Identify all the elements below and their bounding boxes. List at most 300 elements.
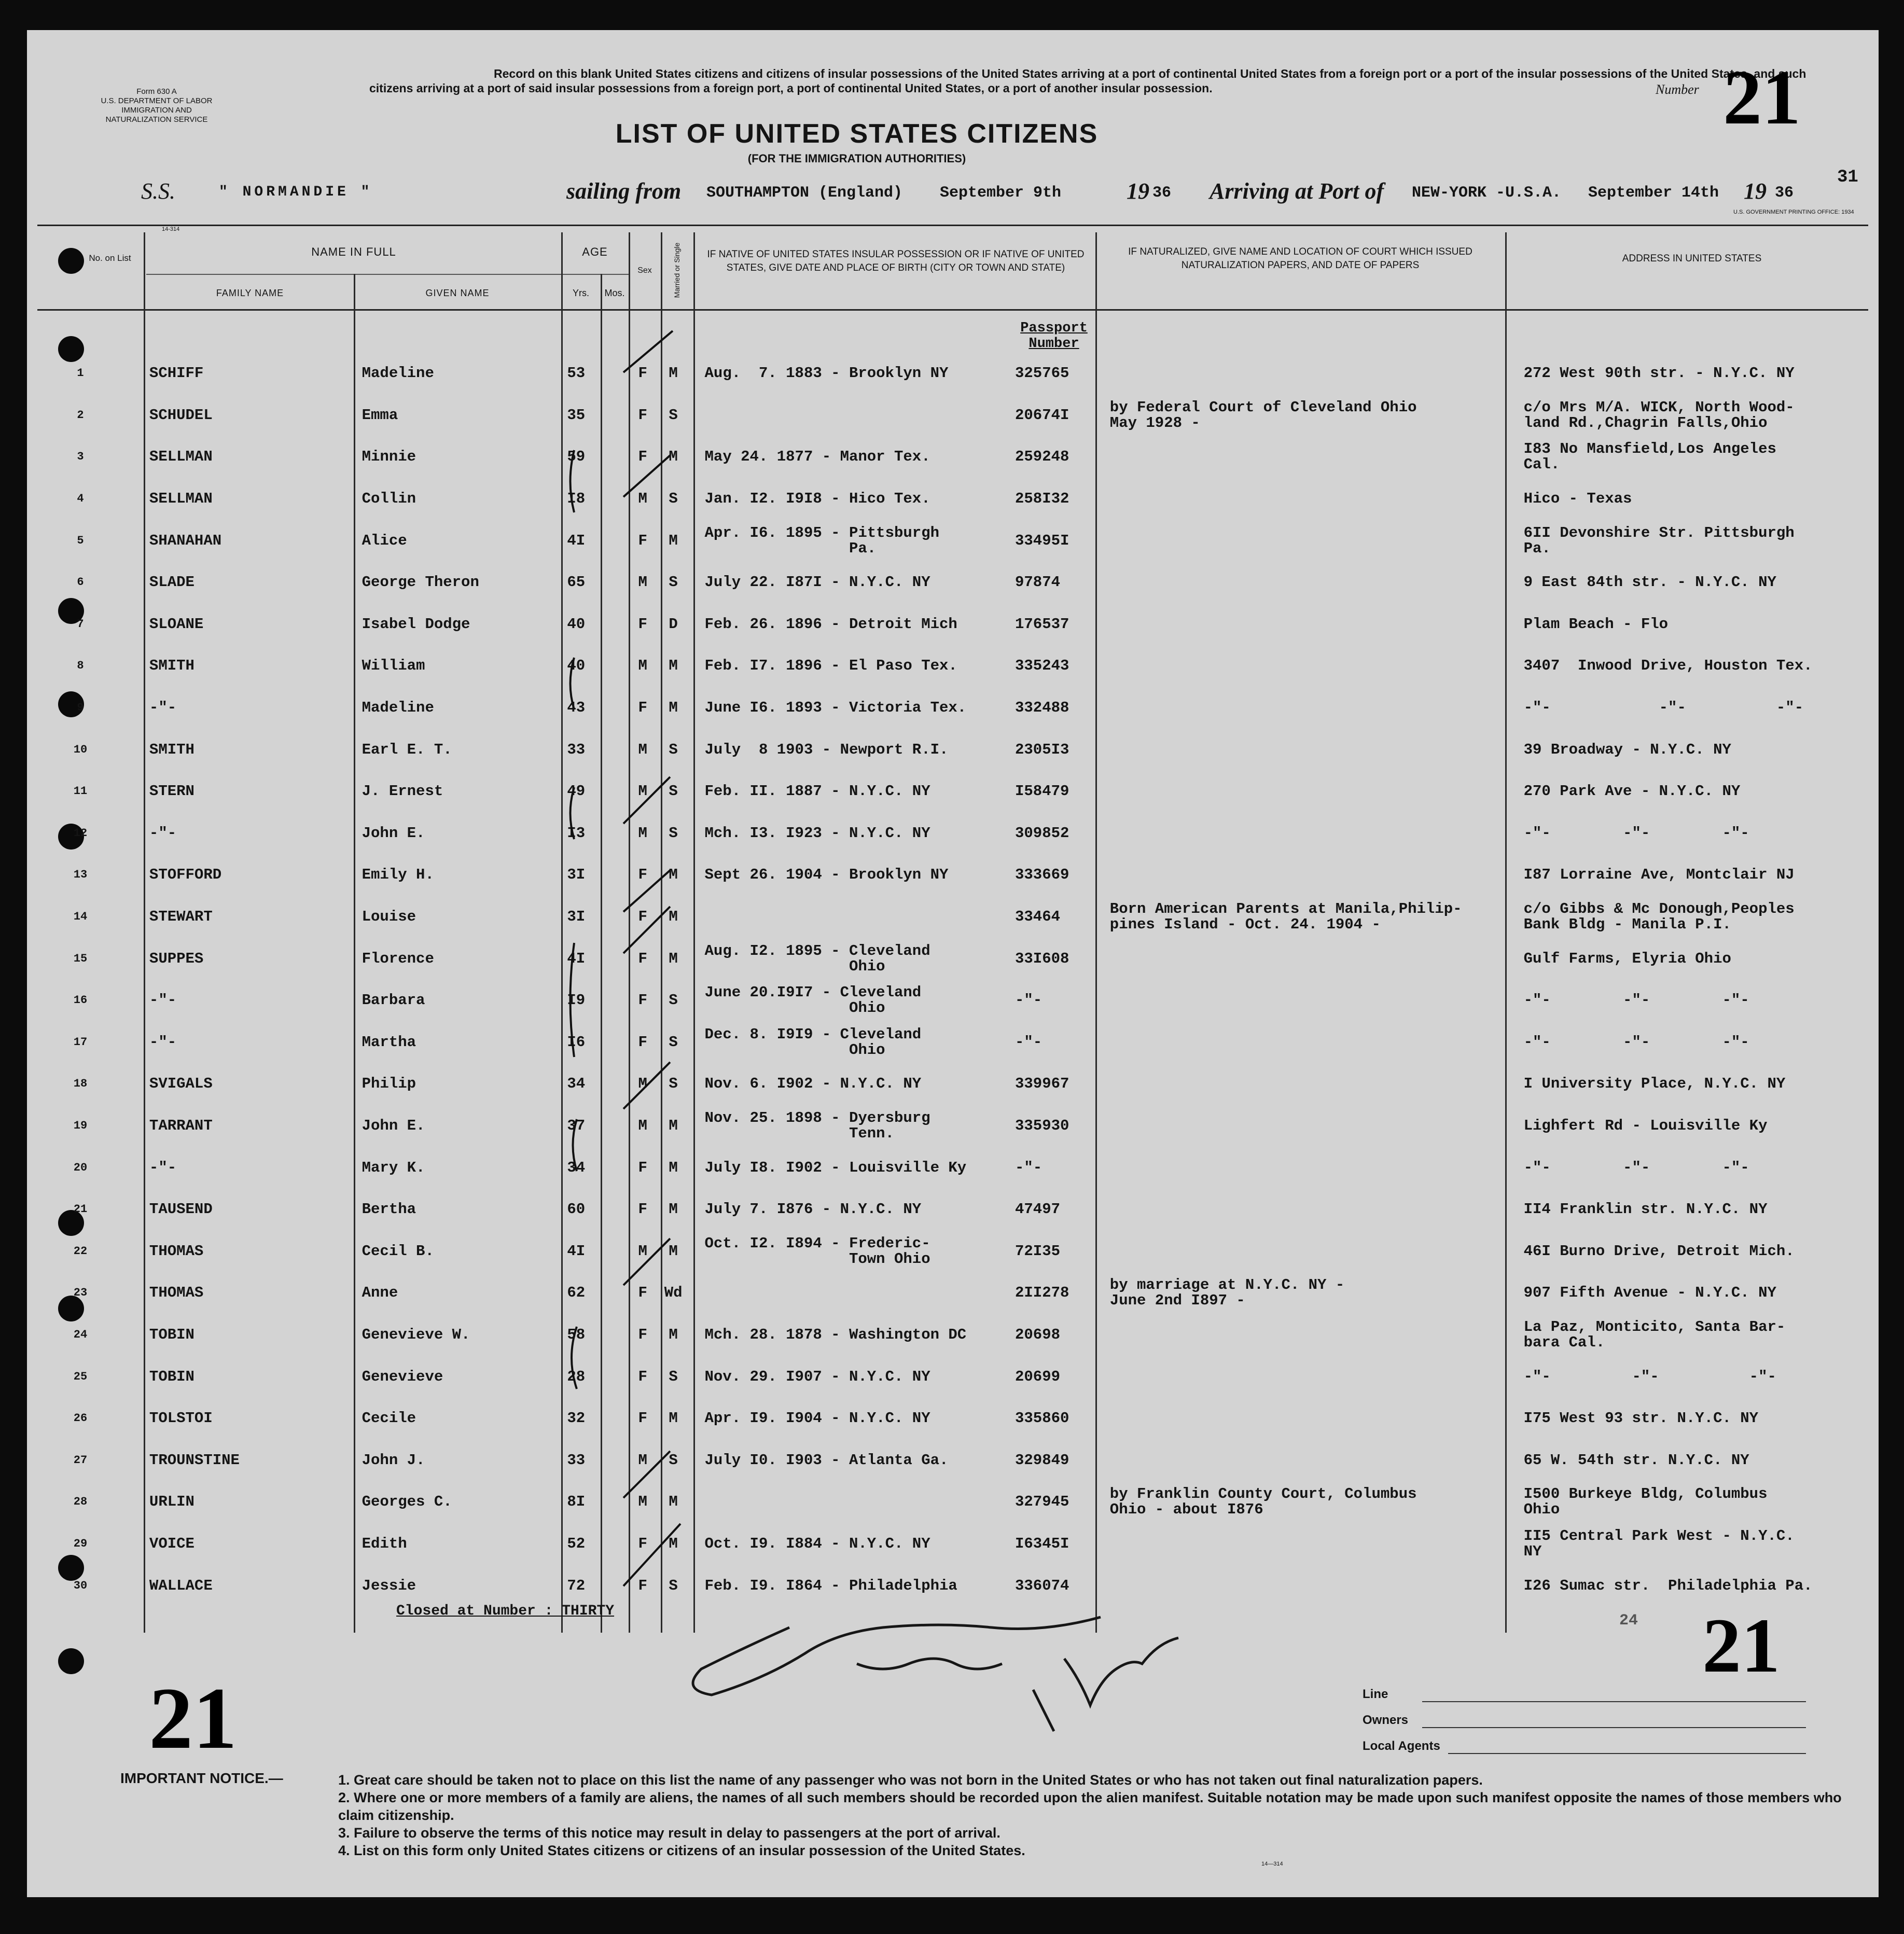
header-sex: Sex [637,266,652,275]
row-number: 22 [73,1244,88,1258]
us-address: La Paz, Monticito, Santa Bar- bara Cal. [1523,1318,1786,1351]
passport-number: 2II278 [1014,1284,1069,1302]
given-name: Florence [362,950,434,967]
row-number: 10 [73,743,88,756]
age-years: 4I [567,950,586,967]
header-address: ADDRESS IN UNITED STATES [1622,253,1762,264]
marital-status: M [669,1326,678,1343]
passport-number: 325765 [1014,365,1069,382]
passport-number: 335243 [1014,657,1069,675]
passport-number: I6345I [1014,1535,1069,1552]
sex: F [638,1159,647,1176]
marital-status: M [669,1242,678,1260]
given-name: Collin [362,490,416,508]
check-mark [623,1239,670,1285]
us-address: -"- -"- -"- [1523,1159,1749,1176]
birth-date-place: Sept 26. 1904 - Brooklyn NY [704,866,949,884]
age-years: I6 [567,1033,586,1051]
family-name: SELLMAN [149,490,213,508]
us-address: 907 Fifth Avenue - N.Y.C. NY [1523,1284,1776,1302]
us-address: I500 Burkeye Bldg, Columbus Ohio [1523,1485,1768,1519]
birth-date-place: Mch. I3. I923 - N.Y.C. NY [704,824,930,842]
sex: M [638,1242,647,1260]
passport-number: 20699 [1014,1368,1060,1385]
marital-status: S [669,783,678,800]
marital-status: Wd [664,1284,683,1302]
family-name: SLOANE [149,615,204,633]
us-address: I87 Lorraine Ave, Montclair NJ [1523,866,1795,884]
family-name: -"- [149,1033,177,1051]
birth-date-place: Aug. I2. 1895 - Cleveland Ohio [704,942,930,975]
age-years: 43 [567,699,586,717]
family-name: SMITH [149,741,194,758]
given-name: Cecile [362,1410,416,1427]
given-name: Mary K. [362,1159,425,1176]
marital-status: S [669,1577,678,1594]
marital-status: M [669,866,678,884]
marital-status: M [669,950,678,967]
form-id: Form 630 A [136,87,177,96]
dept-line: NATURALIZATION SERVICE [105,115,208,124]
sailing-label: sailing from [566,178,682,204]
us-address: II4 Franklin str. N.Y.C. NY [1523,1201,1768,1218]
row-number: 20 [73,1161,88,1174]
family-name: -"- [149,824,177,842]
age-years: 65 [567,574,586,591]
us-address: I University Place, N.Y.C. NY [1523,1075,1786,1093]
us-address: 39 Broadway - N.Y.C. NY [1523,741,1731,758]
marital-status: M [669,699,678,717]
given-name: George Theron [362,574,479,591]
header-mos: Mos. [604,288,625,298]
header-yrs: Yrs. [572,288,589,298]
sex: F [638,1201,647,1218]
sailing-year: 36 [1152,184,1172,202]
us-address: 46I Burno Drive, Detroit Mich. [1523,1242,1795,1260]
us-address: c/o Gibbs & Mc Donough,Peoples Bank Bldg - Manila P.I. [1523,900,1795,934]
check-mark [623,870,670,912]
passport-number: I58479 [1014,783,1069,800]
check-mark [623,331,673,372]
check-mark [623,1451,670,1498]
given-name: Anne [362,1284,398,1302]
family-name: TOLSTOI [149,1410,213,1427]
marital-status: M [669,657,678,675]
passport-number: -"- [1014,1159,1043,1176]
row-number: 3 [77,450,84,464]
check-mark [623,1524,680,1586]
us-address: I83 No Mansfield,Los Angeles Cal. [1523,440,1776,474]
age-years: I3 [567,824,586,842]
row-number: 16 [73,994,88,1007]
manifest-sheet [27,30,1879,1897]
family-name: TOBIN [149,1326,194,1343]
arriving-label: Arriving at Port of [1210,178,1384,204]
marital-status: S [669,490,678,508]
header-birth: IF NATIVE OF UNITED STATES INSULAR POSSESSION OR IF NATIVE OF UNITED STATES, GIVE DATE AND PLACE OF BIRTH (CITY OR TOWN AND STATE) [707,249,1085,273]
number-label: Number [1656,82,1699,97]
owners-label: Owners [1363,1713,1409,1727]
marital-status: M [669,532,678,549]
sex: F [638,1326,647,1343]
sex: F [638,866,647,884]
us-address: 65 W. 54th str. N.Y.C. NY [1523,1451,1749,1469]
sex: F [638,950,647,967]
birth-date-place: July I0. I903 - Atlanta Ga. [704,1451,949,1469]
birth-date-place: Feb. I9. I864 - Philadelphia [704,1577,957,1594]
row-number: 2 [77,408,84,422]
sex: F [638,699,647,717]
marital-status: S [669,1451,678,1469]
family-name: TAUSEND [149,1201,213,1218]
row-number: 18 [73,1077,88,1091]
dept-line: U.S. DEPARTMENT OF LABOR [101,96,213,105]
row-number: 14 [73,910,88,924]
sex: M [638,783,647,800]
check-mark [623,1062,670,1109]
marital-status: M [669,365,678,382]
birth-date-place: Jan. I2. I9I8 - Hico Tex. [704,490,930,508]
row-number: 26 [73,1412,88,1425]
passport-number: 2305I3 [1014,741,1069,758]
sex: F [638,1410,647,1427]
us-address: Gulf Farms, Elyria Ohio [1523,950,1731,967]
family-name: SUPPES [149,950,204,967]
sex: F [638,1535,647,1552]
family-name: STOFFORD [149,866,222,884]
bracket-mark [571,787,575,839]
family-name: -"- [149,699,177,717]
sex: F [638,448,647,466]
age-years: 33 [567,1451,586,1469]
inspector-signature [693,1617,1178,1731]
intro-text: Record on this blank United States citizens and citizens of insular possessions of the United States arriving at a port of continental United States from a foreign port or a port of the insular possessions of the United States, and such citizens arriving at a port of said insular possessions from a foreign port, a port of continental United States, or a port of another insular possession. [369,67,1806,95]
family-name: SCHIFF [149,365,204,382]
passport-number: 33495I [1014,532,1069,549]
row-number: 11 [73,785,88,798]
us-address: c/o Mrs M/A. WICK, North Wood- land Rd.,Chagrin Falls,Ohio [1523,398,1795,432]
family-name: TARRANT [149,1117,213,1134]
bracket-mark [572,1327,577,1389]
marital-status: S [669,992,678,1009]
us-address: Lighfert Rd - Louisville Ky [1523,1117,1768,1134]
birth-date-place: Feb. I7. 1896 - El Paso Tex. [704,657,957,675]
sex: M [638,1075,647,1093]
us-address: II5 Central Park West - N.Y.C. NY [1523,1527,1795,1560]
birth-date-place: Oct. I9. I884 - N.Y.C. NY [704,1535,930,1552]
printer-code: 14-314 [162,226,180,232]
family-name: SMITH [149,657,194,675]
row-number: 15 [73,952,88,965]
marital-status: S [669,1368,678,1385]
given-name: Madeline [362,699,434,717]
family-name: SELLMAN [149,448,213,466]
age-years: 4I [567,532,586,549]
sex: F [638,908,647,926]
row-number: 19 [73,1119,88,1132]
passport-number: 335930 [1014,1117,1069,1134]
passport-number: 33I608 [1014,950,1069,967]
us-address: -"- -"- -"- [1523,699,1804,717]
marital-status: S [669,406,678,424]
sex: F [638,992,647,1009]
age-years: 62 [567,1284,586,1302]
age-years: 32 [567,1410,586,1427]
local-agents-label: Local Agents [1363,1739,1440,1753]
big-number-bottom-right: 21 [1702,1603,1780,1689]
marital-status: M [669,1201,678,1218]
age-years: 37 [567,1117,586,1134]
us-address: -"- -"- -"- [1523,824,1749,842]
row-number: 9 [77,701,84,715]
us-address: -"- -"- -"- [1523,1033,1749,1051]
naturalization-info: by Franklin County Court, Columbus Ohio - about I876 [1109,1485,1417,1519]
family-name: VOICE [149,1535,194,1552]
birth-date-place: July I8. I902 - Louisville Ky [704,1159,967,1176]
given-name: John E. [362,824,425,842]
marital-status: S [669,1075,678,1093]
header-family: FAMILY NAME [216,288,284,298]
sex: M [638,1117,647,1134]
family-name: SCHUDEL [149,406,213,424]
row-number: 21 [73,1203,88,1216]
given-name: Barbara [362,992,425,1009]
row-number: 30 [73,1579,88,1592]
family-name: SVIGALS [149,1075,213,1093]
sailing-from: SOUTHAMPTON (England) [706,184,903,202]
family-name: SHANAHAN [149,532,222,549]
passport-number: 259248 [1014,448,1069,466]
notice-item: 1. Great care should be taken not to place on this list the name of any passenger who was not born in the United States or who has not taken out final naturalization papers. [338,1772,1483,1788]
row-number: 29 [73,1537,88,1550]
big-number-bottom-left: 21 [149,1669,237,1767]
header-naturalization: IF NATURALIZED, GIVE NAME AND LOCATION OF COURT WHICH ISSUED NATURALIZATION PAPERS, AND DATE OF PAPERS [1128,246,1472,271]
given-name: Emily H. [362,866,434,884]
page-mark: 24 [1619,1612,1638,1630]
age-years: 28 [567,1368,586,1385]
us-address: 272 West 90th str. - N.Y.C. NY [1523,365,1795,382]
page-subtitle: (FOR THE IMMIGRATION AUTHORITIES) [747,152,966,165]
passport-number: 97874 [1014,574,1060,591]
passport-number: 309852 [1014,824,1069,842]
notice-code: 14—314 [1261,1861,1283,1867]
age-years: 59 [567,448,586,466]
notice-item: 3. Failure to observe the terms of this notice may result in delay to passengers at the port of arrival. [338,1825,1000,1841]
ship-name: " NORMANDIE " [219,184,373,200]
age-years: 52 [567,1535,586,1552]
row-number: 17 [73,1035,88,1049]
marital-status: S [669,574,678,591]
age-years: 8I [567,1493,586,1511]
sex: F [638,1577,647,1594]
sex: M [638,824,647,842]
passport-number: 339967 [1014,1075,1069,1093]
header-given: GIVEN NAME [425,288,490,298]
check-mark [623,777,670,824]
birth-date-place: Aug. 7. 1883 - Brooklyn NY [704,365,949,382]
given-name: Philip [362,1075,416,1093]
row-number: 23 [73,1286,88,1300]
header-name-in-full: NAME IN FULL [311,245,396,258]
birth-date-place: Nov. 29. I907 - N.Y.C. NY [704,1368,930,1385]
given-name: Martha [362,1033,416,1051]
row-number: 1 [77,367,84,380]
family-name: STEWART [149,908,213,926]
family-name: STERN [149,783,194,800]
passport-number: 333669 [1014,866,1069,884]
us-address: 270 Park Ave - N.Y.C. NY [1523,783,1741,800]
row-number: 4 [77,492,84,506]
age-years: I8 [567,490,586,508]
given-name: Genevieve W. [362,1326,470,1343]
row-number: 7 [77,617,84,631]
birth-date-place: Dec. 8. I9I9 - Cleveland Ohio [704,1025,922,1059]
age-years: 34 [567,1075,586,1093]
given-name: Earl E. T. [362,741,452,758]
family-name: -"- [149,992,177,1009]
age-years: 4I [567,1242,586,1260]
row-number: 28 [73,1495,88,1509]
passport-number: 329849 [1014,1451,1069,1469]
row-number: 24 [73,1328,88,1341]
rule [1422,1701,1806,1702]
passport-number: 33464 [1014,908,1060,926]
age-years: 58 [567,1326,586,1343]
us-address: Plam Beach - Flo [1523,615,1669,633]
passport-number: 258I32 [1014,490,1069,508]
given-name: Edith [362,1535,407,1552]
passport-number: -"- [1014,992,1043,1009]
birth-date-place: May 24. 1877 - Manor Tex. [704,448,930,466]
birth-date-place: Oct. I2. I894 - Frederic- Town Ohio [704,1234,930,1268]
header-age: AGE [582,245,608,258]
age-years: 33 [567,741,586,758]
sex: F [638,406,647,424]
birth-date-place: Feb. 26. 1896 - Detroit Mich [704,615,957,633]
given-name: Minnie [362,448,416,466]
age-years: 60 [567,1201,586,1218]
year-prefix: 19 [1744,178,1767,204]
us-address: I26 Sumac str. Philadelphia Pa. [1523,1577,1813,1594]
ss-label: S.S. [141,178,175,204]
given-name: John E. [362,1117,425,1134]
sex: F [638,615,647,633]
passport-number: 335860 [1014,1410,1069,1427]
given-name: Emma [362,406,398,424]
us-address: Hico - Texas [1523,490,1632,508]
list-number: 21 [1723,54,1801,141]
us-address: -"- -"- -"- [1523,992,1749,1009]
bracket-mark [571,658,575,709]
family-name: THOMAS [149,1284,204,1302]
naturalization-info: by Federal Court of Cleveland Ohio May 1928 - [1109,398,1417,432]
sex: M [638,657,647,675]
closed-at-number: Closed at Number : THIRTY [396,1603,615,1619]
page-title: LIST OF UNITED STATES CITIZENS [615,119,1099,149]
passport-number: 332488 [1014,699,1069,717]
marital-status: S [669,741,678,758]
birth-date-place: Nov. 25. 1898 - Dyersburg Tenn. [704,1109,930,1142]
year-prefix: 19 [1127,178,1149,204]
arrival-year: 36 [1775,184,1794,202]
header-no: No. on List [89,253,131,263]
given-name: Genevieve [362,1368,443,1385]
age-years: 3I [567,866,586,884]
birth-date-place: Apr. I6. 1895 - Pittsburgh Pa. [704,524,940,557]
age-years: 35 [567,406,586,424]
family-name: SLADE [149,574,194,591]
birth-date-place: Apr. I9. I904 - N.Y.C. NY [704,1410,930,1427]
family-name: THOMAS [149,1242,204,1260]
header-married: Married or Single [673,242,681,298]
family-name: -"- [149,1159,177,1176]
marital-status: S [669,1033,678,1051]
given-name: Alice [362,532,407,549]
naturalization-info: Born American Parents at Manila,Philip- pines Island - Oct. 24. 1904 - [1109,900,1462,934]
marital-status: S [669,824,678,842]
sex: M [638,490,647,508]
sex: M [638,741,647,758]
age-years: 49 [567,783,586,800]
sex: M [638,1451,647,1469]
arrival-port: NEW-YORK -U.S.A. [1412,184,1562,202]
birth-date-place: July 8 1903 - Newport R.I. [704,741,949,758]
bracket-mark [573,1119,577,1171]
given-name: Isabel Dodge [362,615,470,633]
given-name: J. Ernest [362,783,443,800]
marital-status: D [669,615,678,633]
age-years: 3I [567,908,586,926]
passport-number: -"- [1014,1033,1043,1051]
notice-item: 2. Where one or more members of a family are aliens, the names of all such members should be recorded upon the alien manifest. Suitable notation may be made upon such manifest opposite the names of those members who claim citizenship. [338,1790,1842,1823]
row-number: 6 [77,576,84,589]
marital-status: M [669,1493,678,1511]
age-years: 53 [567,365,586,382]
birth-date-place: July 22. I87I - N.Y.C. NY [704,574,930,591]
marital-status: M [669,1410,678,1427]
check-mark [623,907,670,953]
passport-number: 176537 [1014,615,1069,633]
notice-heading: IMPORTANT NOTICE.— [120,1770,283,1786]
us-address: 9 East 84th str. - N.Y.C. NY [1523,574,1776,591]
naturalization-info: by marriage at N.Y.C. NY - June 2nd I897 - [1109,1276,1345,1310]
sex: F [638,1284,647,1302]
family-name: TOBIN [149,1368,194,1385]
check-mark [623,455,670,497]
row-number: 13 [73,868,88,882]
birth-date-place: Feb. II. 1887 - N.Y.C. NY [704,783,930,800]
birth-date-place: Nov. 6. I902 - N.Y.C. NY [704,1075,922,1093]
row-number: 25 [73,1370,88,1383]
given-name: Louise [362,908,416,926]
sex: F [638,1368,647,1385]
family-name: WALLACE [149,1577,213,1594]
printing-office: U.S. GOVERNMENT PRINTING OFFICE: 1934 [1733,209,1854,215]
margin-number: 31 [1837,168,1858,187]
arrival-date: September 14th [1588,184,1719,202]
notice-item: 4. List on this form only United States citizens or citizens of an insular possession of the United States. [338,1843,1025,1858]
bracket-mark [571,450,575,512]
passport-number: 20674I [1014,406,1069,424]
birth-date-place: June 20.I9I7 - Cleveland Ohio [704,984,922,1017]
passport-number: 336074 [1014,1577,1069,1594]
passport-number: 327945 [1014,1493,1069,1511]
given-name: Georges C. [362,1493,452,1511]
sex: F [638,1033,647,1051]
marital-status: M [669,1159,678,1176]
passport-number: 47497 [1014,1201,1060,1218]
us-address: 3407 Inwood Drive, Houston Tex. [1523,657,1813,675]
